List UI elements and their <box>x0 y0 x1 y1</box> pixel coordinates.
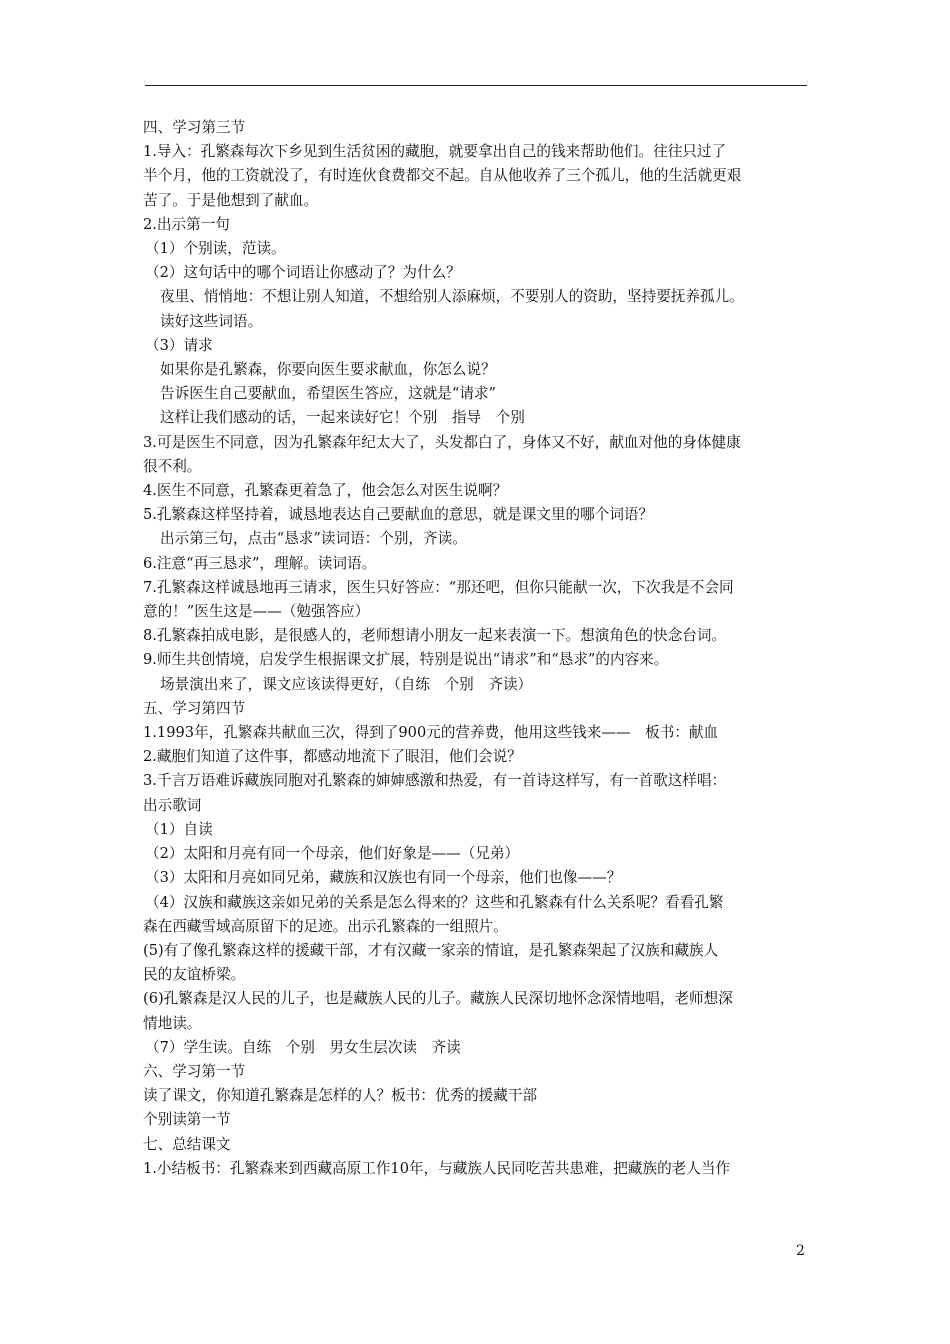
text-line: 场景演出来了，课文应该读得更好，（自练 个别 齐读） <box>160 675 533 693</box>
text-line: （3）太阳和月亮如同兄弟，藏族和汉族也有同一个母亲，他们也像——？ <box>145 869 622 887</box>
text-line: （2）这句话中的哪个词语让你感动了？为什么？ <box>145 264 461 282</box>
text-line: 读好这些词语。 <box>160 312 263 330</box>
text-line: 6.注意“再三恳求”，理解。读词语。 <box>143 554 377 572</box>
text-line: 7.孔繁森这样诚恳地再三请求，医生只好答应：“那还吧，但你只能献一次，下次我是不会同 <box>143 578 734 596</box>
text-line: 五、学习第四节 <box>143 699 246 717</box>
text-line: 情地读。 <box>143 1014 202 1032</box>
text-line: 告诉医生自己要献血，希望医生答应，这就是“请求” <box>160 385 496 403</box>
text-line: 半个月，他的工资就没了，有时连伙食费都交不起。自从他收养了三个孤儿，他的生活就更艰 <box>143 167 742 185</box>
text-line: 很不利。 <box>143 457 202 475</box>
text-line: 2.藏胞们知道了这件事，都感动地流下了眼泪，他们会说？ <box>143 748 522 766</box>
text-line: 8.孔繁森拍成电影，是很感人的，老师想请小朋友一起来表演一下。想演角色的快念台词。 <box>143 627 727 645</box>
text-line: 3.千言万语难诉藏族同胞对孔繁森的婶婶感激和热爱，有一首诗这样写，有一首歌这样唱： <box>143 772 727 790</box>
text-line: 5.孔繁森这样坚持着，诚恳地表达自己要献血的意思，就是课文里的哪个词语？ <box>143 506 654 524</box>
text-line: （4）汉族和藏族这亲如兄弟的关系是怎么得来的？这些和孔繁森有什么关系呢？看看孔繁 <box>145 893 724 911</box>
text-line: 森在西藏雪域高原留下的足迹。出示孔繁森的一组照片。 <box>143 917 508 935</box>
text-line: 如果你是孔繁森，你要向医生要求献血，你怎么说？ <box>160 361 496 379</box>
text-line: 意的！”医生这是——（勉强答应） <box>143 603 370 621</box>
text-line: 民的友谊桥梁。 <box>143 966 246 984</box>
text-line: 夜里、悄悄地：不想让别人知道，不想给别人添麻烦，不要别人的资助，坚持要抚养孤儿。 <box>160 288 744 306</box>
text-line: 读了课文，你知道孔繁森是怎样的人？板书：优秀的援藏干部 <box>143 1087 538 1105</box>
text-line: 1.小结板书：孔繁森来到西藏高原工作10年，与藏族人民同吃苦共患难，把藏族的老人当作 <box>143 1159 731 1177</box>
text-line: 六、学习第一节 <box>143 1062 246 1080</box>
text-line: 1.导入：孔繁森每次下乡见到生活贫困的藏胞，就要拿出自己的钱来帮助他们。往往只过了 <box>143 143 727 161</box>
text-line: （7）学生读。自练 个别 男女生层次读 齐读 <box>145 1038 461 1056</box>
text-line: 出示歌词 <box>143 796 202 814</box>
document-body <box>143 116 813 1181</box>
text-line: 9.师生共创情境，启发学生根据课文扩展，特别是说出“请求”和“恳求”的内容来。 <box>143 651 669 669</box>
header-rule <box>145 85 807 86</box>
text-line: 3.可是医生不同意，因为孔繁森年纪太大了，头发都白了，身体又不好，献血对他的身体健康 <box>143 433 741 451</box>
text-line: （3）请求 <box>145 336 213 354</box>
text-line: 2.出示第一句 <box>143 215 230 233</box>
text-line: (6)孔繁森是汉人民的儿子，也是藏族人民的儿子。藏族人民深切地怀念深情地唱，老师想深 <box>143 990 733 1008</box>
text-line: （1）自读 <box>145 820 213 838</box>
text-line: （1）个别读，范读。 <box>145 240 286 258</box>
text-line: （2）太阳和月亮有同一个母亲，他们好象是——（兄弟） <box>145 845 520 863</box>
text-line: 苦了。于是他想到了献血。 <box>143 191 319 209</box>
text-line: 七、总结课文 <box>143 1135 231 1153</box>
page-number: 2 <box>796 1243 805 1259</box>
text-line: 个别读第一节 <box>143 1111 231 1129</box>
text-line: 四、学习第三节 <box>143 119 246 136</box>
text-line: 1.1993年，孔繁森共献血三次，得到了900元的营养费，他用这些钱来—— 板书：献血 <box>143 724 719 742</box>
text-line: 4.医生不同意，孔繁森更着急了，他会怎么对医生说啊？ <box>143 482 508 500</box>
text-line: (5)有了像孔繁森这样的援藏干部，才有汉藏一家亲的情谊，是孔繁森架起了汉族和藏族人 <box>143 941 719 959</box>
text-line: 这样让我们感动的话，一起来读好它！个别 指导 个别 <box>160 409 525 427</box>
text-line: 出示第三句，点击“恳求”读词语：个别，齐读。 <box>160 530 467 548</box>
